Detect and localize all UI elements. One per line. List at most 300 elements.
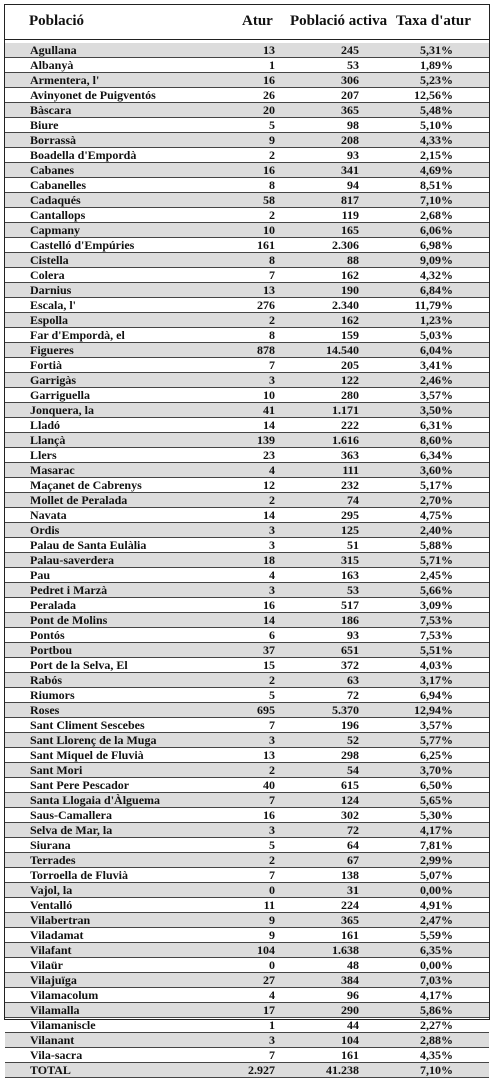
cell-poblacio-activa: 1.638 xyxy=(332,943,359,957)
cell-atur: 6 xyxy=(269,628,275,642)
cell-name: Castelló d'Empúries xyxy=(30,238,135,252)
cell-taxa-atur: 5,31% xyxy=(420,43,453,57)
cell-taxa-atur: 5,86% xyxy=(420,1003,453,1017)
cell-taxa-atur: 3,60% xyxy=(420,463,453,477)
cell-taxa-atur: 5,59% xyxy=(420,928,453,942)
cell-name: Cabanelles xyxy=(30,178,87,192)
cell-name: Pontós xyxy=(30,628,65,642)
table-row xyxy=(5,823,489,838)
table-row xyxy=(5,133,489,148)
cell-taxa-atur: 5,88% xyxy=(420,538,453,552)
cell-name: Cabanes xyxy=(30,163,75,177)
table-row xyxy=(5,283,489,298)
cell-poblacio-activa: 159 xyxy=(341,328,359,342)
cell-poblacio-activa: 63 xyxy=(347,673,359,687)
cell-name: Vajol, la xyxy=(30,883,73,897)
cell-name: Boadella d'Empordà xyxy=(30,148,137,162)
cell-atur: 161 xyxy=(257,238,275,252)
cell-name: Selva de Mar, la xyxy=(30,823,113,837)
cell-poblacio-activa: 98 xyxy=(347,118,359,132)
cell-atur: 5 xyxy=(269,838,275,852)
cell-taxa-atur: 1,89% xyxy=(420,58,453,72)
cell-taxa-atur: 4,32% xyxy=(420,268,453,282)
cell-poblacio-activa: 111 xyxy=(342,463,359,477)
table-row xyxy=(5,148,489,163)
table-row xyxy=(5,568,489,583)
cell-taxa-atur: 5,10% xyxy=(420,118,453,132)
cell-atur: 2 xyxy=(269,313,275,327)
cell-atur: 14 xyxy=(263,613,275,627)
cell-atur: 3 xyxy=(269,538,275,552)
cell-poblacio-activa: 384 xyxy=(341,973,359,987)
cell-atur: 7 xyxy=(269,268,275,282)
cell-name: Port de la Selva, El xyxy=(30,658,128,672)
cell-atur: 7 xyxy=(269,358,275,372)
cell-taxa-atur: 6,06% xyxy=(420,223,453,237)
cell-taxa-atur: 2,47% xyxy=(420,913,453,927)
cell-name: Pau xyxy=(30,568,51,582)
cell-taxa-atur: 9,09% xyxy=(420,253,453,267)
cell-poblacio-activa: 53 xyxy=(347,58,359,72)
cell-poblacio-activa: 365 xyxy=(341,913,359,927)
cell-taxa-atur: 7,53% xyxy=(420,613,453,627)
cell-taxa-atur: 2,99% xyxy=(420,853,453,867)
cell-name: Rabós xyxy=(30,673,63,687)
table-row xyxy=(5,778,489,793)
cell-name: TOTAL xyxy=(30,1063,71,1077)
cell-poblacio-activa: 162 xyxy=(341,313,359,327)
table-row xyxy=(5,1033,489,1048)
table-row xyxy=(5,388,489,403)
table-row xyxy=(5,208,489,223)
cell-atur: 14 xyxy=(263,418,275,432)
cell-name: Saus-Camallera xyxy=(30,808,112,822)
cell-atur: 7 xyxy=(269,1048,275,1062)
header-taxa-atur: Taxa d'atur xyxy=(396,13,471,29)
table-row xyxy=(5,403,489,418)
cell-atur: 14 xyxy=(263,508,275,522)
cell-name: Sant Mori xyxy=(30,763,83,777)
cell-name: Palau de Santa Eulàlia xyxy=(30,538,147,552)
cell-atur: 12 xyxy=(263,478,275,492)
cell-poblacio-activa: 51 xyxy=(347,538,359,552)
cell-taxa-atur: 3,09% xyxy=(420,598,453,612)
cell-poblacio-activa: 64 xyxy=(347,838,359,852)
cell-taxa-atur: 2,27% xyxy=(420,1018,453,1032)
cell-atur: 0 xyxy=(269,958,275,972)
cell-taxa-atur: 6,31% xyxy=(420,418,453,432)
table-row xyxy=(5,103,489,118)
cell-atur: 5 xyxy=(269,688,275,702)
cell-name: Pont de Molins xyxy=(30,613,108,627)
cell-name: Garrigàs xyxy=(30,373,76,387)
cell-atur: 3 xyxy=(269,523,275,537)
cell-name: Bàscara xyxy=(30,103,72,117)
cell-taxa-atur: 6,34% xyxy=(420,448,453,462)
cell-taxa-atur: 3,41% xyxy=(420,358,453,372)
cell-poblacio-activa: 186 xyxy=(341,613,359,627)
cell-poblacio-activa: 72 xyxy=(347,823,359,837)
cell-taxa-atur: 4,69% xyxy=(420,163,453,177)
cell-poblacio-activa: 298 xyxy=(341,748,359,762)
cell-name: Sant Pere Pescador xyxy=(30,778,130,792)
cell-name: Vilajuïga xyxy=(30,973,77,987)
cell-taxa-atur: 6,04% xyxy=(420,343,453,357)
cell-poblacio-activa: 190 xyxy=(341,283,359,297)
cell-taxa-atur: 5,48% xyxy=(420,103,453,117)
cell-taxa-atur: 2,46% xyxy=(420,373,453,387)
cell-poblacio-activa: 74 xyxy=(347,493,359,507)
cell-poblacio-activa: 372 xyxy=(341,658,359,672)
cell-name: Escala, l' xyxy=(30,298,77,312)
table-row xyxy=(5,928,489,943)
cell-poblacio-activa: 124 xyxy=(341,793,359,807)
cell-name: Peralada xyxy=(30,598,76,612)
cell-atur: 58 xyxy=(263,193,275,207)
table-row xyxy=(5,253,489,268)
cell-atur: 2 xyxy=(269,673,275,687)
cell-atur: 878 xyxy=(257,343,275,357)
cell-poblacio-activa: 52 xyxy=(347,733,359,747)
cell-taxa-atur: 5,51% xyxy=(420,643,453,657)
cell-taxa-atur: 6,25% xyxy=(420,748,453,762)
cell-atur: 11 xyxy=(263,898,275,912)
cell-atur: 2 xyxy=(269,763,275,777)
table-body xyxy=(5,43,489,1078)
cell-poblacio-activa: 517 xyxy=(341,598,359,612)
cell-taxa-atur: 5,65% xyxy=(420,793,453,807)
cell-poblacio-activa: 365 xyxy=(341,103,359,117)
cell-taxa-atur: 5,77% xyxy=(420,733,453,747)
cell-poblacio-activa: 306 xyxy=(341,73,359,87)
cell-name: Vilamaniscle xyxy=(30,1018,96,1032)
table-row xyxy=(5,973,489,988)
table-row xyxy=(5,613,489,628)
cell-taxa-atur: 5,03% xyxy=(420,328,453,342)
cell-poblacio-activa: 222 xyxy=(341,418,359,432)
cell-name: Riumors xyxy=(30,688,75,702)
cell-name: Llers xyxy=(30,448,57,462)
cell-poblacio-activa: 44 xyxy=(347,1018,359,1032)
table-row xyxy=(5,43,489,58)
cell-taxa-atur: 3,17% xyxy=(420,673,453,687)
cell-atur: 8 xyxy=(269,328,275,342)
table-row xyxy=(5,763,489,778)
cell-atur: 16 xyxy=(263,598,275,612)
table-row xyxy=(5,598,489,613)
table-row xyxy=(5,718,489,733)
cell-poblacio-activa: 208 xyxy=(341,133,359,147)
cell-atur: 9 xyxy=(269,913,275,927)
cell-atur: 9 xyxy=(269,133,275,147)
table-row xyxy=(5,238,489,253)
table-row xyxy=(5,73,489,88)
cell-poblacio-activa: 14.540 xyxy=(326,343,359,357)
header-atur: Atur xyxy=(242,13,273,29)
cell-name: Jonquera, la xyxy=(30,403,95,417)
cell-name: Borrassà xyxy=(30,133,76,147)
table-row xyxy=(5,493,489,508)
table-row xyxy=(5,1048,489,1063)
cell-atur: 2 xyxy=(269,853,275,867)
cell-name: Cadaqués xyxy=(30,193,81,207)
table-row xyxy=(5,358,489,373)
table-row xyxy=(5,883,489,898)
table-row xyxy=(5,88,489,103)
cell-poblacio-activa: 196 xyxy=(341,718,359,732)
cell-name: Maçanet de Cabrenys xyxy=(30,478,142,492)
table-row xyxy=(5,328,489,343)
cell-name: Ventalló xyxy=(30,898,73,912)
cell-poblacio-activa: 67 xyxy=(347,853,359,867)
table-row xyxy=(5,688,489,703)
table-row xyxy=(5,898,489,913)
cell-name: Navata xyxy=(30,508,67,522)
cell-name: Avinyonet de Puigventós xyxy=(30,88,156,102)
cell-poblacio-activa: 1.171 xyxy=(332,403,359,417)
cell-atur: 37 xyxy=(263,643,275,657)
cell-taxa-atur: 12,94% xyxy=(414,703,453,717)
table-row xyxy=(5,118,489,133)
cell-atur: 8 xyxy=(269,253,275,267)
table-row xyxy=(5,808,489,823)
cell-name: Masarac xyxy=(30,463,75,477)
cell-taxa-atur: 2,15% xyxy=(420,148,453,162)
cell-taxa-atur: 7,81% xyxy=(420,838,453,852)
table-row xyxy=(5,553,489,568)
unemployment-table xyxy=(4,4,490,1077)
table-row xyxy=(5,343,489,358)
cell-poblacio-activa: 232 xyxy=(341,478,359,492)
cell-name: Sant Miquel de Fluvià xyxy=(30,748,144,762)
cell-taxa-atur: 5,17% xyxy=(420,478,453,492)
table-row xyxy=(5,448,489,463)
cell-name: Palau-saverdera xyxy=(30,553,114,567)
table-row xyxy=(5,853,489,868)
cell-atur: 16 xyxy=(263,163,275,177)
table-row xyxy=(5,163,489,178)
cell-name: Garriguella xyxy=(30,388,90,402)
table-row xyxy=(5,298,489,313)
cell-atur: 16 xyxy=(263,808,275,822)
cell-poblacio-activa: 88 xyxy=(347,253,359,267)
cell-name: Vilanant xyxy=(30,1033,75,1047)
cell-taxa-atur: 0,00% xyxy=(420,958,453,972)
cell-taxa-atur: 4,03% xyxy=(420,658,453,672)
table-row xyxy=(5,268,489,283)
cell-taxa-atur: 5,66% xyxy=(420,583,453,597)
cell-atur: 13 xyxy=(263,283,275,297)
cell-taxa-atur: 6,50% xyxy=(420,778,453,792)
cell-poblacio-activa: 104 xyxy=(341,1033,359,1047)
cell-poblacio-activa: 41.238 xyxy=(326,1063,359,1077)
cell-taxa-atur: 1,23% xyxy=(420,313,453,327)
cell-taxa-atur: 4,35% xyxy=(420,1048,453,1062)
cell-taxa-atur: 11,79% xyxy=(414,298,453,312)
cell-atur: 139 xyxy=(257,433,275,447)
cell-name: Armentera, l' xyxy=(30,73,100,87)
cell-taxa-atur: 2,88% xyxy=(420,1033,453,1047)
cell-name: Darnius xyxy=(30,283,72,297)
cell-atur: 4 xyxy=(269,463,275,477)
table-header xyxy=(5,5,489,40)
cell-poblacio-activa: 161 xyxy=(341,928,359,942)
cell-name: Vilaür xyxy=(30,958,63,972)
cell-poblacio-activa: 302 xyxy=(341,808,359,822)
cell-name: Albanyà xyxy=(30,58,74,72)
cell-atur: 3 xyxy=(269,823,275,837)
cell-atur: 7 xyxy=(269,868,275,882)
cell-name: Siurana xyxy=(30,838,71,852)
cell-taxa-atur: 8,51% xyxy=(420,178,453,192)
cell-taxa-atur: 3,50% xyxy=(420,403,453,417)
cell-atur: 1 xyxy=(269,1018,275,1032)
cell-taxa-atur: 6,94% xyxy=(420,688,453,702)
cell-name: Figueres xyxy=(30,343,74,357)
cell-name: Vilafant xyxy=(30,943,72,957)
cell-name: Terrades xyxy=(30,853,76,867)
cell-poblacio-activa: 161 xyxy=(341,1048,359,1062)
cell-taxa-atur: 4,75% xyxy=(420,508,453,522)
table-row xyxy=(5,523,489,538)
cell-name: Santa Llogaia d'Àlguema xyxy=(30,793,161,807)
cell-poblacio-activa: 54 xyxy=(347,763,359,777)
cell-name: Vila-sacra xyxy=(30,1048,83,1062)
cell-name: Sant Climent Sescebes xyxy=(30,718,145,732)
cell-poblacio-activa: 207 xyxy=(341,88,359,102)
cell-taxa-atur: 6,98% xyxy=(420,238,453,252)
cell-poblacio-activa: 2.340 xyxy=(332,298,359,312)
cell-taxa-atur: 7,03% xyxy=(420,973,453,987)
cell-atur: 17 xyxy=(263,1003,275,1017)
cell-poblacio-activa: 295 xyxy=(341,508,359,522)
cell-taxa-atur: 2,70% xyxy=(420,493,453,507)
cell-poblacio-activa: 651 xyxy=(341,643,359,657)
cell-atur: 23 xyxy=(263,448,275,462)
cell-name: Lladó xyxy=(30,418,61,432)
cell-atur: 7 xyxy=(269,718,275,732)
cell-poblacio-activa: 245 xyxy=(341,43,359,57)
cell-atur: 18 xyxy=(263,553,275,567)
table-row xyxy=(5,1018,489,1033)
table-row xyxy=(5,733,489,748)
cell-atur: 7 xyxy=(269,793,275,807)
header-poblacio-activa: Població activa xyxy=(290,13,388,29)
table-row xyxy=(5,658,489,673)
cell-atur: 1 xyxy=(269,58,275,72)
cell-atur: 2 xyxy=(269,493,275,507)
table-row xyxy=(5,583,489,598)
cell-taxa-atur: 5,30% xyxy=(420,808,453,822)
cell-poblacio-activa: 205 xyxy=(341,358,359,372)
cell-taxa-atur: 6,84% xyxy=(420,283,453,297)
cell-poblacio-activa: 315 xyxy=(341,553,359,567)
cell-name: Mollet de Peralada xyxy=(30,493,128,507)
table-row xyxy=(5,178,489,193)
cell-poblacio-activa: 1.616 xyxy=(332,433,359,447)
table-row xyxy=(5,58,489,73)
cell-poblacio-activa: 138 xyxy=(341,868,359,882)
table-row xyxy=(5,463,489,478)
cell-atur: 2.927 xyxy=(248,1063,275,1077)
table-row xyxy=(5,538,489,553)
cell-atur: 3 xyxy=(269,373,275,387)
cell-poblacio-activa: 53 xyxy=(347,583,359,597)
cell-name: Vilamacolum xyxy=(30,988,99,1002)
table-row xyxy=(5,703,489,718)
cell-name: Torroella de Fluvià xyxy=(30,868,129,882)
cell-taxa-atur: 8,60% xyxy=(420,433,453,447)
cell-name: Portbou xyxy=(30,643,72,657)
table-row xyxy=(5,373,489,388)
table-row xyxy=(5,193,489,208)
cell-name: Llançà xyxy=(30,433,66,447)
cell-taxa-atur: 2,45% xyxy=(420,568,453,582)
cell-atur: 695 xyxy=(257,703,275,717)
cell-name: Viladamat xyxy=(30,928,84,942)
cell-poblacio-activa: 165 xyxy=(341,223,359,237)
cell-atur: 10 xyxy=(263,223,275,237)
cell-taxa-atur: 5,23% xyxy=(420,73,453,87)
cell-atur: 26 xyxy=(263,88,275,102)
cell-taxa-atur: 3,57% xyxy=(420,718,453,732)
table-row xyxy=(5,628,489,643)
cell-poblacio-activa: 224 xyxy=(341,898,359,912)
cell-name: Vilabertran xyxy=(30,913,91,927)
cell-taxa-atur: 4,17% xyxy=(420,988,453,1002)
cell-taxa-atur: 7,10% xyxy=(420,1063,453,1077)
cell-poblacio-activa: 93 xyxy=(347,628,359,642)
cell-atur: 104 xyxy=(257,943,275,957)
cell-atur: 2 xyxy=(269,148,275,162)
table-row xyxy=(5,508,489,523)
cell-name: Agullana xyxy=(30,43,77,57)
cell-name: Far d'Empordà, el xyxy=(30,328,125,342)
cell-taxa-atur: 7,10% xyxy=(420,193,453,207)
table-row xyxy=(5,643,489,658)
cell-atur: 41 xyxy=(263,403,275,417)
total-row xyxy=(5,1063,489,1078)
cell-name: Roses xyxy=(30,703,60,717)
table-row xyxy=(5,313,489,328)
cell-taxa-atur: 12,56% xyxy=(414,88,453,102)
cell-poblacio-activa: 817 xyxy=(341,193,359,207)
table-row xyxy=(5,943,489,958)
cell-taxa-atur: 2,40% xyxy=(420,523,453,537)
cell-atur: 27 xyxy=(263,973,275,987)
cell-poblacio-activa: 615 xyxy=(341,778,359,792)
cell-taxa-atur: 2,68% xyxy=(420,208,453,222)
cell-atur: 20 xyxy=(263,103,275,117)
cell-name: Vilamalla xyxy=(30,1003,80,1017)
table-row xyxy=(5,958,489,973)
cell-taxa-atur: 0,00% xyxy=(420,883,453,897)
cell-name: Capmany xyxy=(30,223,81,237)
cell-atur: 2 xyxy=(269,208,275,222)
table-row xyxy=(5,418,489,433)
cell-name: Cistella xyxy=(30,253,69,267)
table-row xyxy=(5,1003,489,1018)
table-row xyxy=(5,673,489,688)
cell-atur: 10 xyxy=(263,388,275,402)
cell-poblacio-activa: 96 xyxy=(347,988,359,1002)
cell-atur: 3 xyxy=(269,583,275,597)
cell-poblacio-activa: 5.370 xyxy=(332,703,359,717)
cell-name: Biure xyxy=(30,118,59,132)
cell-taxa-atur: 4,33% xyxy=(420,133,453,147)
cell-name: Cantallops xyxy=(30,208,86,222)
table-row xyxy=(5,223,489,238)
